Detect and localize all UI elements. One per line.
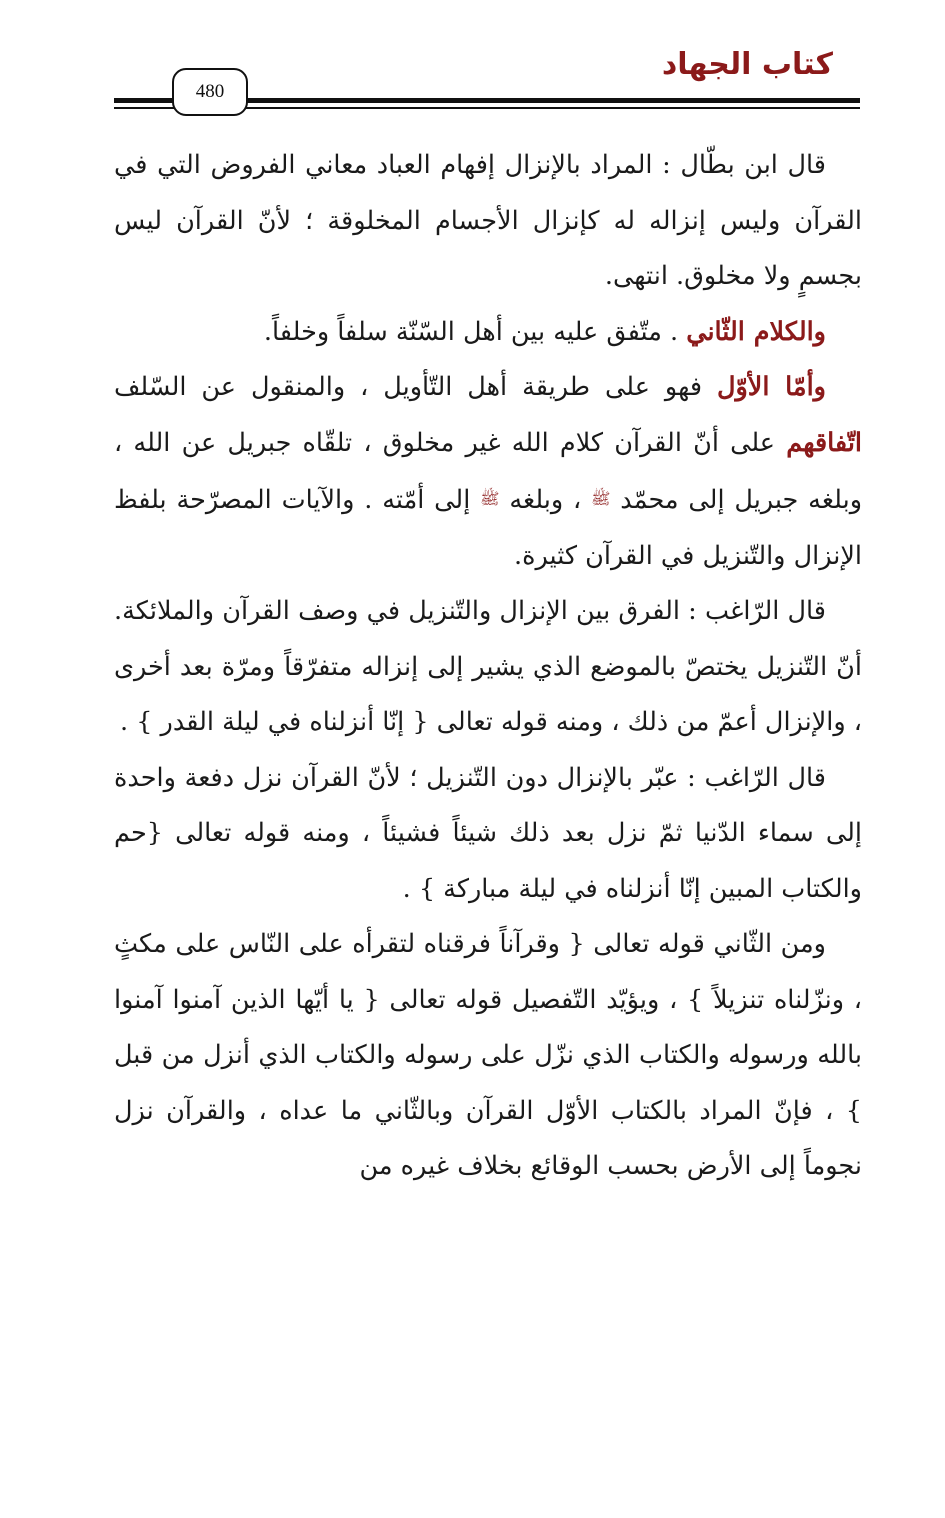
paragraph-3-text-c: ، وبلغه — [499, 485, 592, 515]
paragraph-3-text-a: فهو على طريقة أهل التّأويل ، والمنقول عن السّلف — [114, 372, 717, 402]
paragraph-2 — [114, 305, 862, 361]
paragraph-2-text: . متّفق عليه بين أهل السّنّة سلفاً وخلفاً. — [263, 316, 687, 347]
paragraph-5 — [114, 751, 862, 918]
paragraph-3-lead: وأمّا الأوّل — [716, 372, 826, 402]
paragraph-3-text-b: على أنّ القرآن كلام الله غير مخلوق ، تلقّاه جبريل عن الله ، وبلغه جبريل إلى محمّد — [114, 427, 863, 515]
paragraph-3 — [114, 360, 862, 584]
paragraph-4 — [114, 584, 862, 751]
paragraph-6 — [114, 917, 862, 1195]
paragraph-6-text: ومن الثّاني قوله تعالى { وقرآناً فرقناه لتقرأه على النّاس على مكثٍ ، ونزّلناه تنزيلاً } ، ويؤيّد التّفصيل قوله تعالى { يا أيّها الذين آمنوا آمنوا بالله ورسوله والكتاب الذي نزّل على رسوله والكتاب الذي أنزل من قبل } ، فإنّ المراد بالكتاب الأوّل القرآن وبالثّاني ما عداه ، والقرآن نزل نجوماً إلى الأرض بحسب الوقائع بخلاف غيره من — [114, 929, 862, 1181]
paragraph-1-text: قال ابن بطّال : المراد بالإنزال إفهام العباد معاني الفروض التي في القرآن وليس إنزاله له كإنزال الأجسام المخلوقة ؛ لأنّ القرآن ليس بجسمٍ ولا مخلوق. انتهى. — [114, 150, 862, 291]
page-body — [114, 138, 862, 1195]
paragraph-3-lead-2: اتّفاقهم — [786, 427, 862, 458]
paragraph-4-text: قال الرّاغب : الفرق بين الإنزال والتّنزيل في وصف القرآن والملائكة. أنّ التّنزيل يختصّ بالموضع الذي يشير إلى إنزاله متفرّقاً ومرّة بعد أخرى ، والإنزال أعمّ من ذلك ، ومنه قوله تعالى { إنّا أنزلناه في ليلة القدر } . — [114, 596, 862, 737]
paragraph-2-lead: والكلام الثّاني — [686, 316, 826, 347]
salawat-glyph-2: ﷺ — [480, 489, 500, 508]
page-number: 480 — [172, 68, 248, 116]
book-title: كتاب الجهاد — [661, 47, 833, 82]
paragraph-1 — [114, 138, 862, 305]
paragraph-3-text-d: إلى أمّته . والآيات المصرّحة بلفظ الإنزال والتّنزيل في القرآن كثيرة. — [114, 485, 862, 571]
salawat-glyph-1: ﷺ — [591, 489, 611, 508]
paragraph-5-text: قال الرّاغب : عبّر بالإنزال دون التّنزيل ؛ لأنّ القرآن نزل دفعة واحدة إلى سماء الدّنيا ثمّ نزل بعد ذلك شيئاً فشيئاً ، ومنه قوله تعالى {حم والكتاب المبين إنّا أنزلناه في ليلة مباركة } . — [114, 762, 862, 904]
